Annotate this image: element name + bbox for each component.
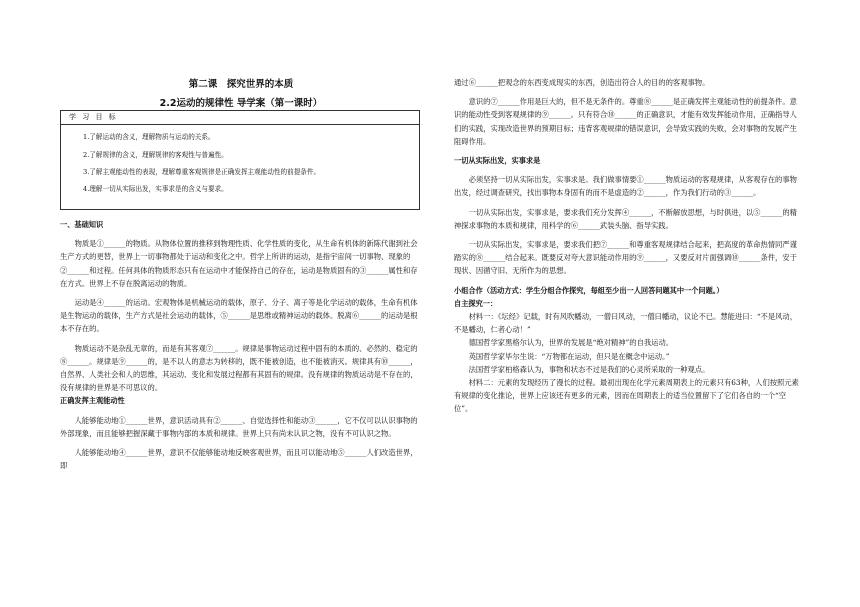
goal-item: 4.理解一切从实际出发，实事求是的含义与要求。 [83,185,228,194]
paragraph: 运动是④______的运动。宏观物体是机械运动的载体，原子、分子、离子等是化学运动的载体，生命有机体是生物运动的载体，生产方式是社会运动的载体，⑤______是思维或精神运动的载体。脱离⑥______的运动是根本不存在的。 [60,298,418,334]
paragraph: 英国哲学家毕尔生说：“万物都在运动，但只是在概念中运动。” [468,351,670,361]
paragraph: 法国哲学家柏格森认为，事物和状态不过是我们的心灵所采取的一种观点。 [468,364,710,374]
goal-item: 1.了解运动的含义，理解物质与运动的关系。 [83,133,215,142]
section-heading: 一切从实际出发，实事求是 [454,156,541,166]
paragraph: 人能够能动地④______世界，意识不仅能够能动地反映客观世界，而且可以能动地⑤______人们改造世界，即 [60,448,418,471]
lesson-title: 第二课 探究世界的本质 [188,79,294,90]
section-heading: 正确发挥主观能动性 [60,396,125,406]
section-heading: 自主探究一： [454,298,498,308]
goal-item: 2.了解规律的含义，理解规律的客观性与普遍性。 [83,150,228,159]
left-column [60,218,422,472]
paragraph: 材料二：元素的发现经历了漫长的过程。最初出现在化学元素周期表上的元素只有63种，人们按照元素有规律的变化推论，世界上应该还有更多的元素，因而在周期表上的适当位置留下了它们各自的一个“空位”。 [454,378,799,414]
paragraph: 意识的⑦______作用是巨大的，但不是无条件的。尊重⑧______是正确发挥主观能动性的前提条件。意识的能动性受到客观规律的⑨______。只有符合⑩______的正确意识，才能有效发挥能动作用，正确指导人们的实践，实现改造世界的预期目标；违背客观规律的错误意识，会导致实践的失败，会对事物的发展产生阻碍作用。 [454,97,797,146]
paragraph: 人能够能动地①______世界，意识活动具有②______、自觉选择性和能动③______，它不仅可以认识事物的外部现象，而且能够把握深藏于事物内部的本质和规律。世界上只有尚未认识之物，没有不可认识之物。 [60,415,418,438]
section-heading: 小组合作（活动方式：学生分组合作探究，每组至少出一人回答问题其中一个问题。） [454,285,724,295]
lesson-subtitle: 2.2运动的规律性 导学案（第一课时） [159,98,323,109]
paragraph: 物质是①______的物质。从物体位置的推移到物理性质、化学性质的变化，从生命有机体的新陈代谢到社会生产方式的更替，世界上一切事物都处于运动和变化之中。哲学上所讲的运动，是指宇宙间一切事物、现象的②______和过程。任何具体的物质形态只有在运动中才能保持自己的存在，运动是物质固有的③______属性和存在方式。世界上不存在脱离运动的物质。 [60,239,418,288]
learning-goals-box [60,110,420,210]
paragraph: 一切从实际出发，实事求是，要求我们充分发挥④______，不断解放思想，与时俱进，以⑤______的精神探求事物的本质和规律，用科学的⑥______武装头脑、指导实践。 [454,207,797,230]
paragraph: 一切从实际出发，实事求是，要求我们把⑦______和尊重客观规律结合起来，把高度的革命热情同严谨踏实的⑧______结合起来。既要反对夸大意识能动作用的⑨______，又要反对片面强调⑩______条件，安于现状、因循守旧、无所作为的思想。 [454,240,797,276]
paragraph: 材料一：《坛经》记载，时有风吹幡动，一僧曰风动，一僧曰幡动，议论不已。慧能进曰：“不是风动，不是幡动，仁者心动！” [454,312,798,335]
paragraph: 通过⑥______把观念的东西变成现实的东西，创造出符合人的目的的客观事物。 [454,78,710,87]
paragraph: 物质运动不是杂乱无章的，而是有其客观⑦______。规律是事物运动过程中固有的本质的、必然的、稳定的⑧______。规律是⑨______的，是不以人的意志为转移的，既不能被创造，也不能被消灭。规律具有⑩______，自然界、人类社会和人的思维，其运动、变化和发展过程都有其固有的规律。没有规律的物质运动是不存在的，没有规律的世界是不可思议的。 [60,343,418,393]
goals-heading: 学 习 目 标 [61,111,419,125]
paragraph: 德国哲学家黑格尔认为，世界的发展是“绝对精神”的自我运动。 [468,338,674,348]
right-column [454,76,804,416]
section-heading: 一、基础知识 [60,220,104,229]
paragraph: 必须坚持一切从实际出发，实事求是。我们做事情要①______物质运动的客观规律，从客观存在的事物出发，经过调查研究，找出事物本身固有的而不是虚造的②______，作为我们行动的③______。 [454,175,797,198]
goal-item: 3.了解主观能动性的表现，理解尊重客观规律是正确发挥主观能动性的前提条件。 [83,167,321,176]
